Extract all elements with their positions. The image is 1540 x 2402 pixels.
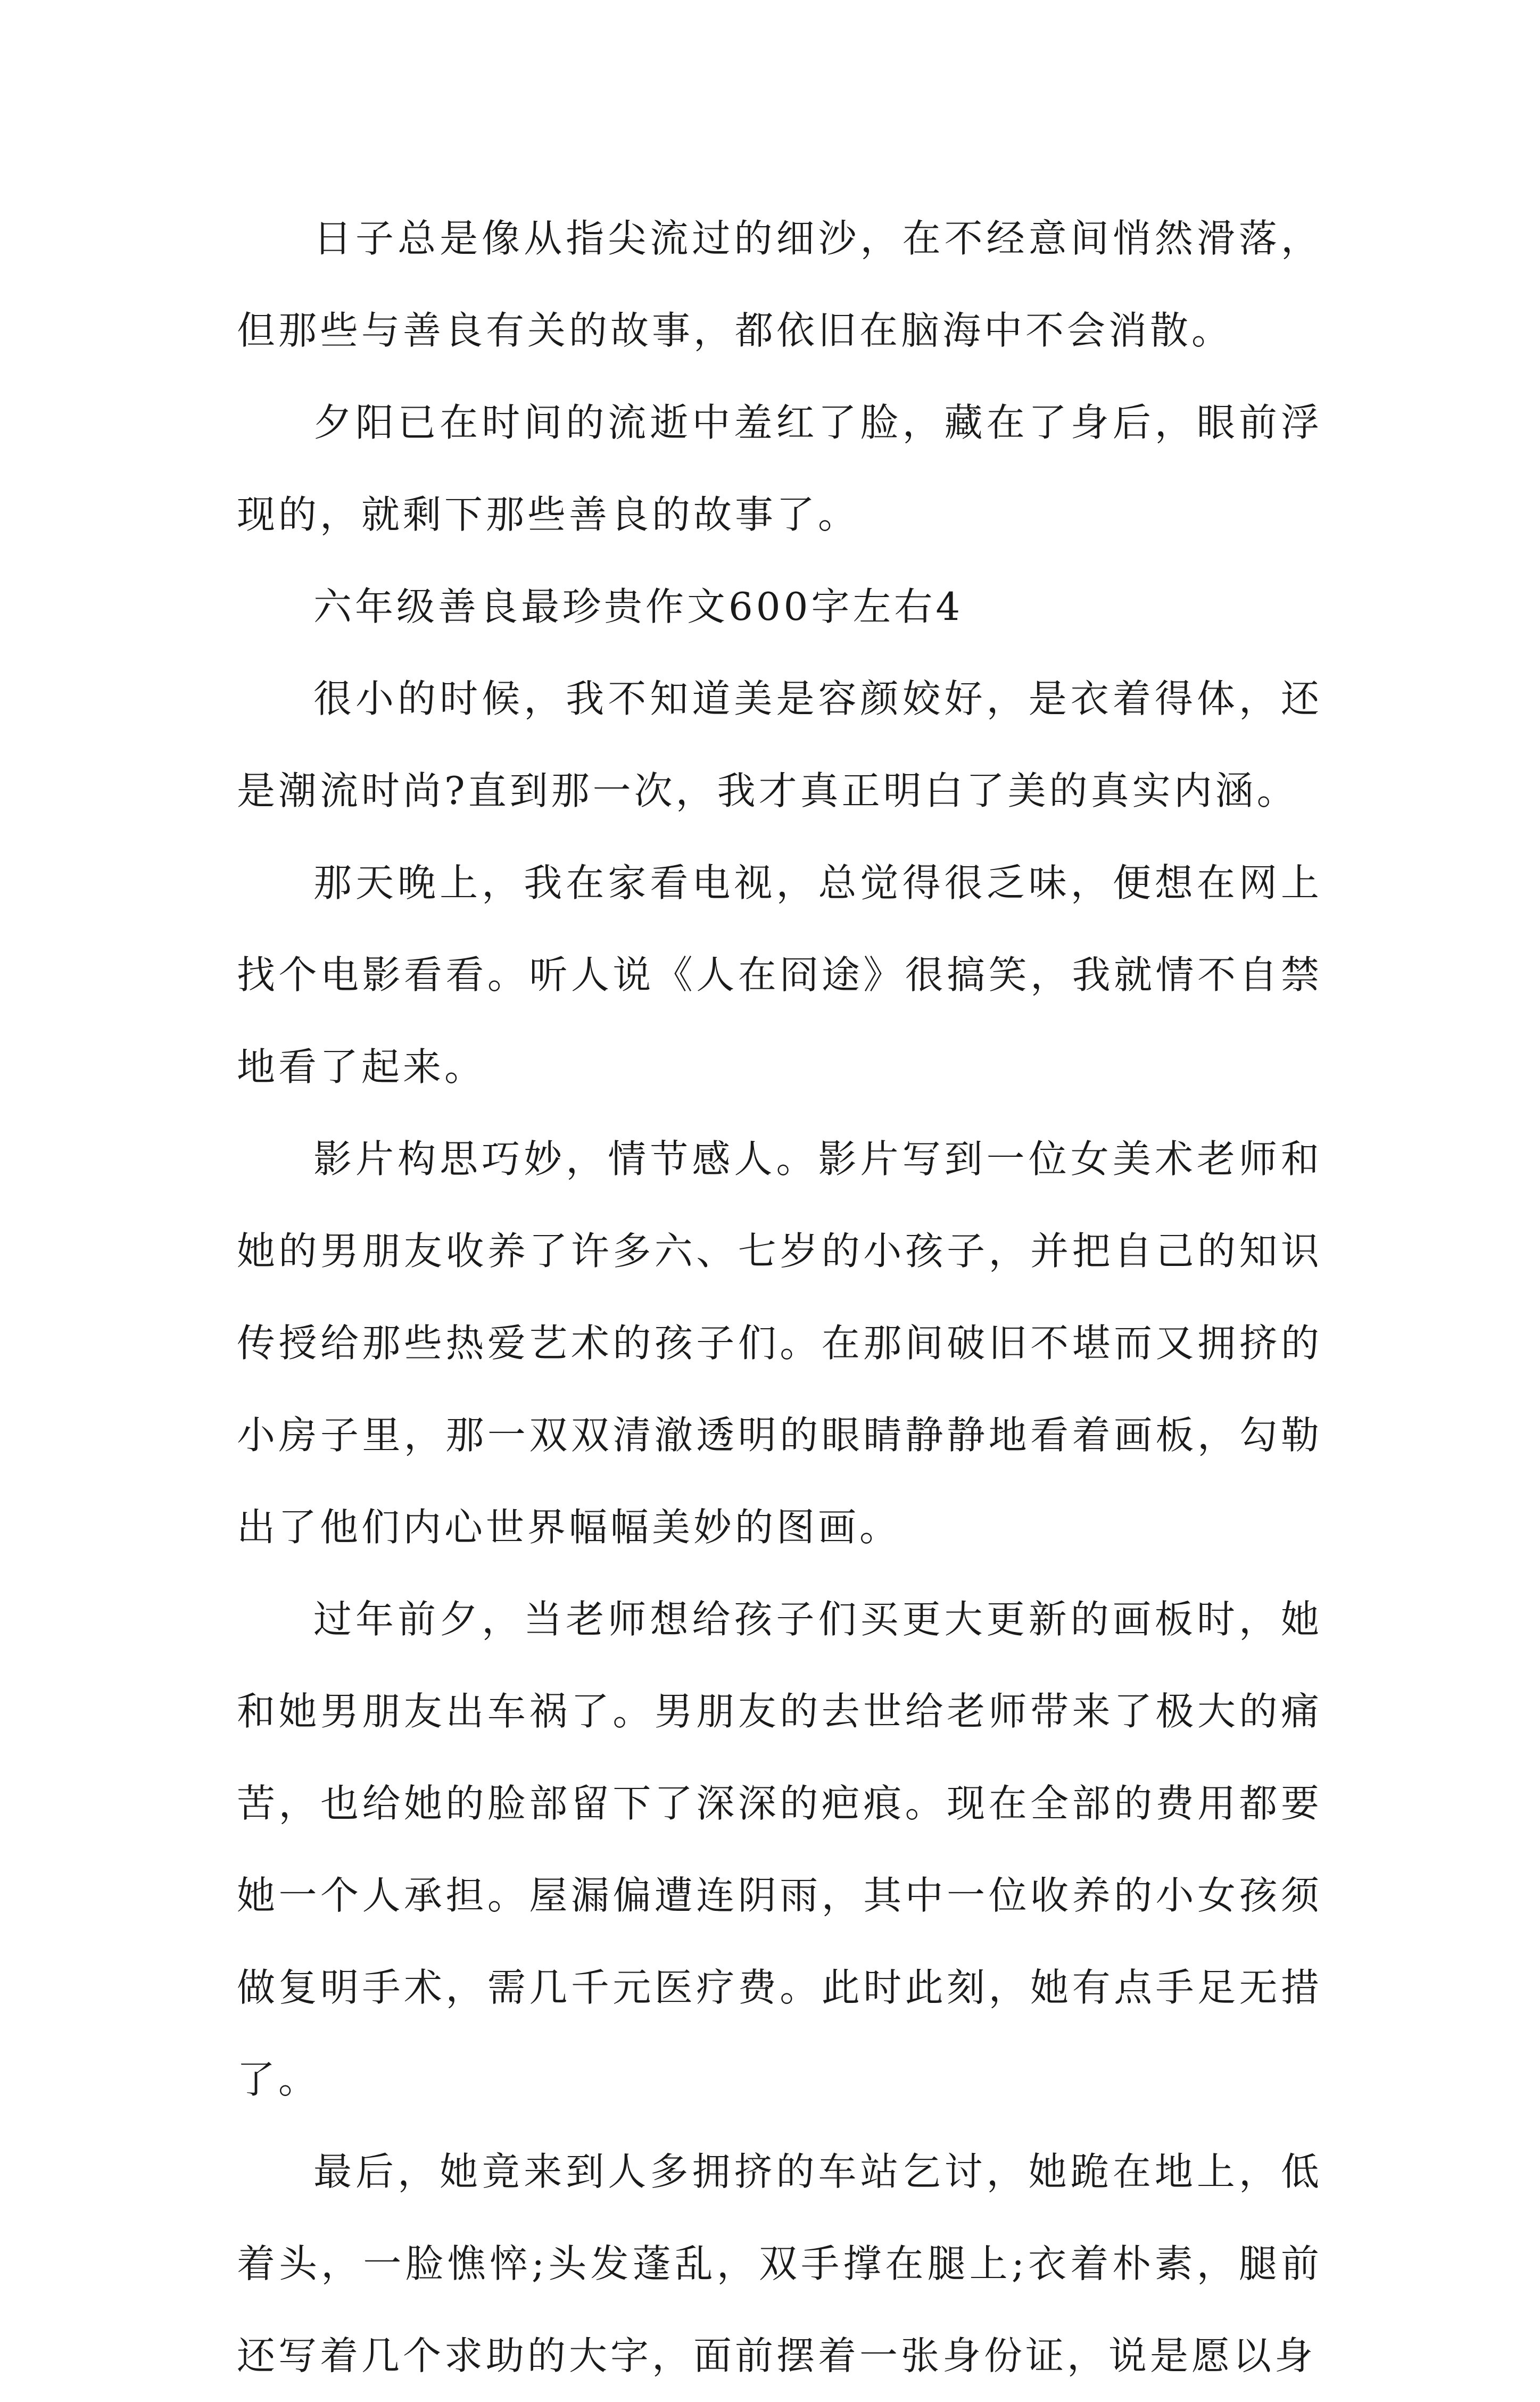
paragraph: 最后，她竟来到人多拥挤的车站乞讨，她跪在地上，低着头，一脸憔悴;头发蓬乱，双手撑在腿上;衣着朴素，腿前还写着几个求助的大字，面前摆着一张身份证，说是愿以身 (237, 2149, 1322, 2378)
paragraph: 夕阳已在时间的流逝中羞红了脸，藏在了身后，眼前浮现的，就剩下那些善良的故事了。 (237, 400, 1322, 537)
paragraph: 那天晚上，我在家看电视，总觉得很乏味，便想在网上找个电影看看。听人说《人在冏途》很搞笑，我就情不自禁地看了起来。 (237, 860, 1322, 1089)
paragraph: 影片构思巧妙，情节感人。影片写到一位女美术老师和她的男朋友收养了许多六、七岁的小孩子，并把自己的知识传授给那些热爱艺术的孩子们。在那间破旧不堪而又拥挤的小房子里，那一双双清澈透明的眼睛静静地看着画板，勾勒出了他们内心世界幅幅美妙的图画。 (237, 1137, 1322, 1550)
document-body (237, 193, 1322, 2402)
paragraph: 日子总是像从指尖流过的细沙，在不经意间悄然滑落，但那些与善良有关的故事，都依旧在脑海中不会消散。 (237, 216, 1322, 353)
paragraph: 很小的时候，我不知道美是容颜姣好，是衣着得体，还是潮流时尚?直到那一次，我才真正明白了美的真实内涵。 (237, 676, 1322, 813)
paragraph: 过年前夕，当老师想给孩子们买更大更新的画板时，她和她男朋友出车祸了。男朋友的去世给老师带来了极大的痛苦，也给她的脸部留下了深深的疤痕。现在全部的费用都要她一个人承担。屋漏偏遭连阴雨，其中一位收养的小女孩须做复明手术，需几千元医疗费。此时此刻，她有点手足无措了。 (237, 1597, 1322, 2102)
section-title: 六年级善良最珍贵作文600字左右4 (313, 584, 964, 629)
